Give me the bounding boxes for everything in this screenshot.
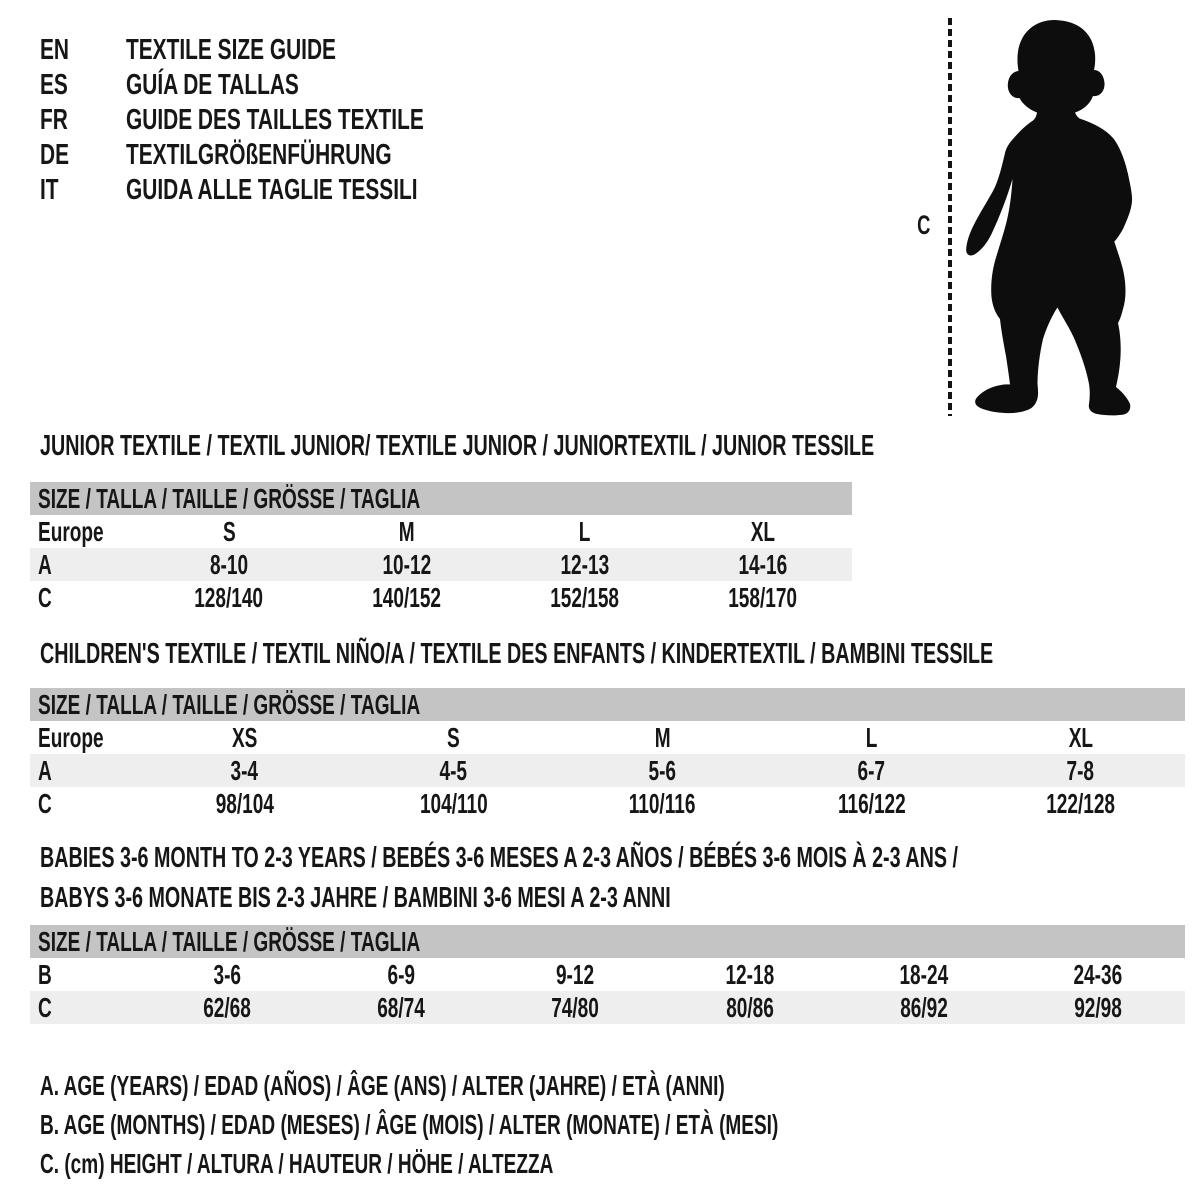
lang-title: GUÍA DE TALLAS xyxy=(126,69,299,101)
lang-code: EN xyxy=(40,34,70,66)
table-row: C 128/140 140/152 152/158 158/170 xyxy=(38,582,798,613)
table-row: B 3-6 6-9 9-12 12-18 18-24 24-36 xyxy=(38,959,1123,990)
language-title-block xyxy=(40,33,540,208)
toddler-silhouette-icon xyxy=(965,16,1135,416)
lang-title: TEXTILGRÖßENFÜHRUNG xyxy=(126,139,392,171)
section-title-babies: BABIES 3-6 MONTH TO 2-3 YEARS / BEBÉS 3-6 MESES A 2-3 AÑOS / BÉBÉS 3-6 MOIS À 2-3 ANS / BABYS 3-6 MONATE BIS 2-3 JAHRE / BAMBINI 3-6 MESI A 2-3 ANNI xyxy=(40,842,958,914)
babies-size-table xyxy=(30,925,1185,1024)
lang-title: TEXTILE SIZE GUIDE xyxy=(126,34,337,66)
lang-title: GUIDA ALLE TAGLIE TESSILI xyxy=(126,174,418,206)
children-size-table xyxy=(30,688,1185,820)
lang-code: IT xyxy=(40,174,59,206)
junior-size-table xyxy=(30,482,852,614)
legend-line-c: C. (cm) HEIGHT / ALTURA / HAUTEUR / HÖHE / ALTEZZA xyxy=(40,1148,554,1179)
table-row: Europe XS S M L XL xyxy=(38,722,1093,753)
table-row: A 3-4 4-5 5-6 6-7 7-8 xyxy=(30,754,1185,787)
size-header-bar: SIZE / TALLA / TAILLE / GRÖSSE / TAGLIA xyxy=(30,688,1185,721)
section-title-children: CHILDREN'S TEXTILE / TEXTIL NIÑO/A / TEXTILE DES ENFANTS / KINDERTEXTIL / BAMBINI TESSILE xyxy=(40,638,994,670)
lang-row-en xyxy=(40,33,540,68)
size-header-bar: SIZE / TALLA / TAILLE / GRÖSSE / TAGLIA xyxy=(30,925,1185,958)
table-row: A 8-10 10-12 12-13 14-16 xyxy=(30,548,852,581)
lang-row-fr xyxy=(40,103,540,138)
legend-line-b: B. AGE (MONTHS) / EDAD (MESES) / ÂGE (MOIS) / ALTER (MONATE) / ETÀ (MESI) xyxy=(40,1109,779,1140)
lang-code: DE xyxy=(40,139,70,171)
height-measure-label: C xyxy=(917,210,931,240)
lang-row-de xyxy=(40,138,540,173)
lang-title: GUIDE DES TAILLES TEXTILE xyxy=(126,104,424,136)
lang-code: FR xyxy=(40,104,68,136)
table-row: C 98/104 104/110 110/116 116/122 122/128 xyxy=(38,788,1115,819)
legend-line-a: A. AGE (YEARS) / EDAD (AÑOS) / ÂGE (ANS) / ALTER (JAHRE) / ETÀ (ANNI) xyxy=(40,1070,725,1101)
table-row: C 62/68 68/74 74/80 80/86 86/92 92/98 xyxy=(30,991,1185,1024)
measurement-legend xyxy=(40,1066,1126,1183)
lang-code: ES xyxy=(40,69,68,101)
height-figure xyxy=(900,0,1180,430)
section-title-junior: JUNIOR TEXTILE / TEXTIL JUNIOR/ TEXTILE JUNIOR / JUNIORTEXTIL / JUNIOR TESSILE xyxy=(40,430,875,462)
table-row: Europe S M L XL xyxy=(38,516,776,547)
height-measure-dashed-line xyxy=(948,18,952,416)
size-header-bar: SIZE / TALLA / TAILLE / GRÖSSE / TAGLIA xyxy=(30,482,852,515)
lang-row-it xyxy=(40,173,540,208)
lang-row-es xyxy=(40,68,540,103)
